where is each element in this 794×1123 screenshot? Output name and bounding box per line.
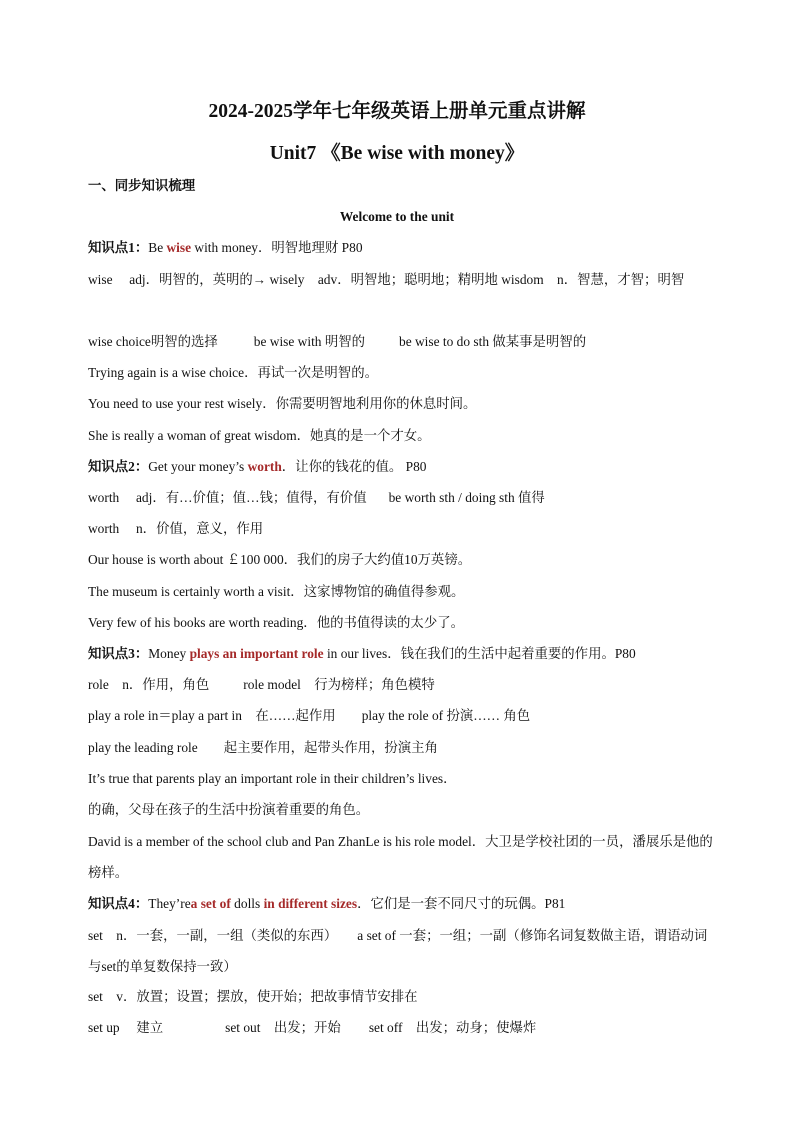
example-line: You need to use your rest wisely．你需要明智地利用你的休息时间。 xyxy=(88,396,477,411)
phrase-line: set up 建立 set out 出发；开始 set off 出发；动身；使爆炸 xyxy=(88,1020,537,1035)
section-heading: 一、同步知识梳理 xyxy=(88,178,196,193)
knowledge-point-3: 知识点3：Money plays an important role in our lives．钱在我们的生活中起着重要的作用。P80 xyxy=(88,646,636,661)
kp-label: 知识点1： xyxy=(88,240,149,255)
translation-line: 的确，父母在孩子的生活中扮演着重要的角色。 xyxy=(88,802,370,817)
highlight: wise xyxy=(166,240,192,255)
definition-line: worth n．价值，意义，作用 xyxy=(88,521,264,536)
knowledge-point-1: 知识点1：Be wise with money．明智地理财 P80 xyxy=(88,240,363,255)
knowledge-point-2: 知识点2：Get your money’s worth．让你的钱花的值。 P80 xyxy=(88,459,427,474)
definition-line: set n．一套，一副，一组（类似的东西） a set of 一套；一组；一副（修饰名词复数做主语，谓语动词与set的单复数保持一致） xyxy=(88,928,708,974)
highlight: a set of xyxy=(190,896,231,911)
kp-label: 知识点3： xyxy=(88,646,149,661)
kp-label: 知识点4： xyxy=(88,896,149,911)
phrase-line: play the leading role 起主要作用，起带头作用，扮演主角 xyxy=(88,740,438,755)
document-subtitle: Unit7 《Be wise with money》 xyxy=(269,143,525,164)
highlight: plays an important role xyxy=(189,646,324,661)
phrase-line: wise choice明智的选择 be wise with 明智的 be wise to do sth 做某事是明智的 xyxy=(88,334,587,349)
example-line: It’s true that parents play an important role in their children’s lives． xyxy=(88,771,457,786)
highlight: worth xyxy=(247,459,282,474)
example-line: Very few of his books are worth reading．他的书值得读的太少了。 xyxy=(88,615,464,630)
highlight: in different sizes xyxy=(263,896,358,911)
example-line: Trying again is a wise choice．再试一次是明智的。 xyxy=(88,365,378,380)
knowledge-point-4: 知识点4：They’rea set of dolls in different sizes．它们是一套不同尺寸的玩偶。P81 xyxy=(88,896,566,911)
definition-line: role n．作用，角色 role model 行为榜样；角色模特 xyxy=(88,677,435,692)
kp-label: 知识点2： xyxy=(88,459,149,474)
subheading: Welcome to the unit xyxy=(339,209,455,224)
example-line: Our house is worth about ￡100 000．我们的房子大约值10万英镑。 xyxy=(88,552,472,567)
example-line: She is really a woman of great wisdom．她真的是一个才女。 xyxy=(88,428,431,443)
definition-line: wise adj．明智的，英明的→ wisely adv．明智地；聪明地；精明地 wisdom n．智慧，才智；明智 xyxy=(88,272,685,287)
document-title: 2024-2025学年七年级英语上册单元重点讲解 xyxy=(208,101,586,122)
example-line: The museum is certainly worth a visit．这家博物馆的确值得参观。 xyxy=(88,584,465,599)
example-line: David is a member of the school club and Pan ZhanLe is his role model．大卫是学校社团的一员，潘展乐是他的榜样。 xyxy=(88,834,713,880)
definition-line: set v．放置；设置；摆放，使开始；把故事情节安排在 xyxy=(88,989,418,1004)
definition-line: worth adj．有…价值；值…钱；值得，有价值 be worth sth / doing sth 值得 xyxy=(88,490,545,505)
phrase-line: play a role in＝play a part in 在……起作用 play the role of 扮演…… 角色 xyxy=(88,708,531,723)
